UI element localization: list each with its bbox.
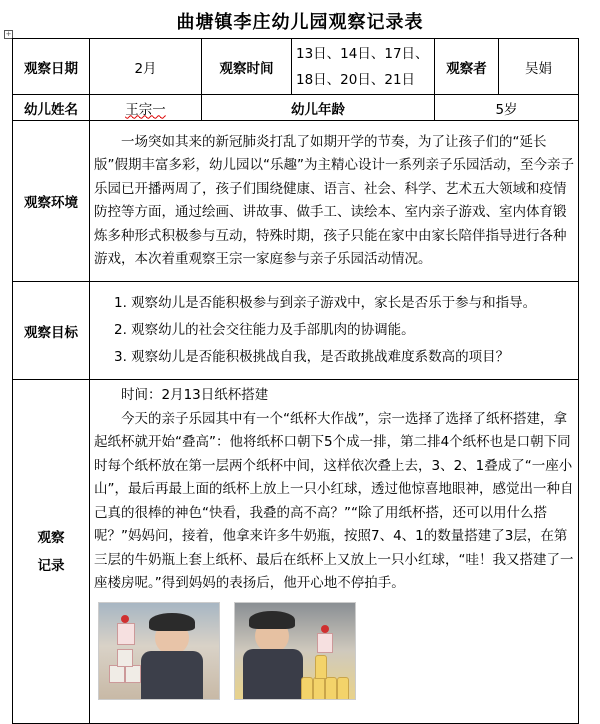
environment-label: 观察环境 (13, 121, 90, 282)
red-ball (121, 615, 129, 623)
time-value-line1: 13日、14日、17日、 (296, 45, 429, 62)
form-title: 曲塘镇李庄幼儿园观察记录表 (176, 12, 424, 33)
time-value[interactable] (292, 39, 435, 95)
record-cell[interactable] (90, 380, 579, 724)
row-record (13, 380, 579, 724)
paper-cup (125, 665, 141, 683)
goal-item-2: 2. 观察幼儿的社会交往能力及手部肌肉的协调能。 (114, 322, 415, 338)
photo-bottle-tower[interactable] (234, 602, 356, 700)
row-name-age (13, 95, 579, 121)
milk-bottle (301, 677, 313, 700)
goals-label: 观察目标 (13, 282, 90, 380)
record-photos (94, 602, 574, 700)
date-value[interactable]: 2月 (90, 39, 202, 95)
child-jacket (243, 649, 303, 699)
record-label-line2: 记录 (37, 557, 65, 574)
photo-cup-tower[interactable] (98, 602, 220, 700)
record-label (13, 380, 90, 724)
observer-label: 观察者 (435, 39, 499, 95)
time-value-line2: 18日、20日、21日 (296, 71, 416, 88)
paper-cup (317, 633, 333, 653)
paper-cup (117, 649, 133, 667)
red-ball (321, 625, 329, 633)
environment-text: 一场突如其来的新冠肺炎打乱了如期开学的节奏，为了让孩子们的“延长版”假期丰富多彩，幼儿园以“乐趣”为主精心设计一系列亲子乐园活动，至今亲子乐园已开播两周了，孩子们围绕健康、语言、社会、科学、艺术五大领域和疫情防控等方面，通过绘画、讲故事、做手工、读绘本、室内亲子游戏、室内体育锻炼多种形式积极参与互动，特殊时期，孩子只能在家中由家长陪伴指导进行各种游戏，本次着重观察王宗一家庭参与亲子乐园活动情况。 (94, 133, 574, 267)
goals-cell[interactable] (90, 282, 579, 380)
time-label: 观察时间 (202, 39, 292, 95)
record-label-line1: 观察 (37, 529, 65, 546)
row-environment (13, 121, 579, 282)
age-label: 幼儿年龄 (202, 95, 435, 121)
name-value[interactable] (90, 95, 202, 121)
paper-cup (109, 665, 125, 683)
table-anchor-icon[interactable]: + (5, 30, 12, 38)
record-time-line: 时间：2月13日纸杯搭建 (121, 387, 269, 403)
name-value-text: 王宗一 (125, 101, 166, 118)
date-label: 观察日期 (13, 39, 90, 95)
milk-bottle (313, 677, 325, 700)
row-date-time (13, 39, 579, 95)
observer-value[interactable]: 吴娟 (499, 39, 579, 95)
milk-bottle (337, 677, 349, 700)
paper-cup (117, 623, 135, 645)
row-goals (13, 282, 579, 380)
goal-item-1: 1. 观察幼儿是否能积极参与到亲子游戏中，家长是否乐于参与和指导。 (114, 295, 537, 311)
environment-cell[interactable] (90, 121, 579, 282)
child-jacket (141, 651, 203, 700)
age-value[interactable]: 5岁 (435, 95, 579, 121)
milk-bottle (315, 655, 327, 679)
goal-item-3: 3. 观察幼儿是否能积极挑战自我，是否敢挑战难度系数高的项目？ (114, 349, 510, 365)
milk-bottle (325, 677, 337, 700)
name-label: 幼儿姓名 (13, 95, 90, 121)
observation-table (12, 38, 579, 724)
record-body: 今天的亲子乐园其中有一个“纸杯大作战”，宗一选择了选择了纸杯搭建，拿起纸杯就开始“叠高”：他将纸杯口朝下5个成一排，第二排4个纸杯也是口朝下同时每个纸杯放在第一层两个纸杯中间，这样依次叠上去，3、2、1叠成了“一座小山”，最后再最上面的纸杯上放上一只小红球，透过他惊喜地眼神，感觉出一种自己真的很棒的神色“快看，我叠的高不高？”“除了用纸杯搭，还可以用什么搭呢？”妈妈问，接着，他拿来许多牛奶瓶，按照7、4、1的数量搭建了3层，在第三层的牛奶瓶上套上纸杯、最后在纸杯上又放上一只小红球，“哇！我又搭建了一座楼房呢。”得到妈妈的表扬后，他开心地不停拍手。 (94, 410, 574, 591)
child-hair (149, 613, 195, 631)
child-hair (249, 611, 295, 629)
